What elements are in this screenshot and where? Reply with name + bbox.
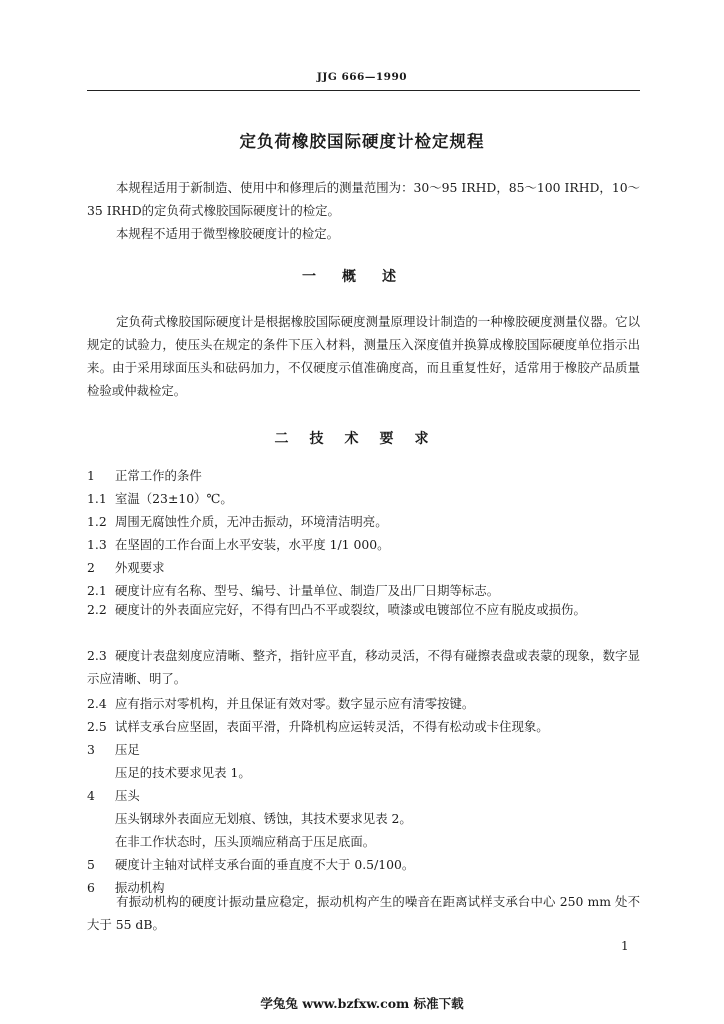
clause-text: 硬度计表盘刻度应清晰、整齐，指针应平直，移动灵活，不得有碰擦表盘或表蒙的现象，数字显示应清晰、明了。	[87, 648, 640, 686]
clause-text: 振动机构	[115, 880, 165, 895]
clause-number: 2.4	[87, 696, 107, 711]
clause-text: 外观要求	[115, 560, 165, 575]
clause-1-1	[87, 489, 233, 507]
clause-number: 2.3	[87, 648, 107, 663]
clause-number: 2.2	[87, 602, 107, 617]
standard-code-header: JJG 666—1990	[316, 71, 408, 83]
intro-paragraph-2	[87, 222, 640, 245]
clause-number: 2.5	[87, 719, 107, 734]
clause-2	[87, 558, 165, 576]
clause-2-1	[87, 581, 499, 599]
clause-3-body	[115, 763, 251, 781]
header-rule	[87, 90, 640, 91]
clause-4-body-2	[115, 832, 375, 850]
clause-number: 1.3	[87, 537, 107, 552]
clause-text: 在坚固的工作台面上水平安装，水平度 1/1 000。	[115, 537, 390, 552]
clause-1-2	[87, 512, 388, 530]
clause-text: 正常工作的条件	[115, 468, 202, 483]
clause-number: 4	[87, 788, 95, 803]
clause-text: 硬度计应有名称、型号、编号、计量单位、制造厂及出厂日期等标志。	[115, 583, 500, 598]
clause-number: 3	[87, 742, 95, 757]
intro-text-2: 本规程不适用于微型橡胶硬度计的检定。	[116, 226, 340, 241]
clause-text: 应有指示对零机构，并且保证有效对零。数字显示应有清零按键。	[115, 696, 475, 711]
clause-text: 压头钢球外表面应无划痕、锈蚀，其技术要求见表 2。	[115, 811, 412, 826]
clause-4-body-1	[115, 809, 412, 827]
intro-text-1: 本规程适用于新制造、使用中和修理后的测量范围为：30～95 IRHD，85～100 IRHD，10～35 IRHD的定负荷式橡胶国际硬度计的检定。	[87, 180, 640, 218]
clause-text: 压足	[115, 742, 140, 757]
clause-2-5	[87, 717, 549, 735]
overview-text: 定负荷式橡胶国际硬度计是根据橡胶国际硬度测量原理设计制造的一种橡胶硬度测量仪器。它以规定的试验力，使压头在规定的条件下压入材料，测量压入深度值并换算成橡胶国际硬度单位指示出来。由于采用球面压头和砝码加力，不仅硬度示值准确度高，而且重复性好，适常用于橡胶产品质量检验或仲裁检定。	[87, 314, 640, 398]
clause-number: 2.1	[87, 583, 107, 598]
clause-number: 1	[87, 468, 95, 483]
clause-4	[87, 786, 140, 804]
clause-1	[87, 466, 202, 484]
section-heading-overview: 一概述	[302, 269, 422, 285]
clause-number: 1.2	[87, 514, 107, 529]
clause-text: 压头	[115, 788, 140, 803]
clause-text: 硬度计主轴对试样支承台面的垂直度不大于 0.5/100。	[115, 857, 415, 872]
clause-3	[87, 740, 140, 758]
clause-5	[87, 855, 414, 873]
clause-number: 6	[87, 880, 95, 895]
intro-paragraph-1	[87, 176, 640, 222]
clause-text: 硬度计的外表面应完好，不得有凹凸不平或裂纹，喷漆或电镀部位不应有脱皮或损伤。	[115, 602, 586, 617]
clause-text: 周围无腐蚀性介质，无冲击振动，环境清洁明亮。	[115, 514, 388, 529]
clause-2-2	[87, 598, 640, 621]
clause-number: 5	[87, 857, 95, 872]
clause-text: 试样支承台应坚固，表面平滑，升降机构应运转灵活，不得有松动或卡住现象。	[115, 719, 549, 734]
clause-number: 2	[87, 560, 95, 575]
page-number: 1	[621, 939, 629, 953]
clause-text: 在非工作状态时，压头顶端应稍高于压足底面。	[115, 834, 376, 849]
footer-watermark: 学兔兔 www.bzfxw.com 标准下载	[260, 996, 464, 1011]
clause-number: 1.1	[87, 491, 107, 506]
clause-text: 有振动机构的硬度计振动量应稳定，振动机构产生的噪音在距离试样支承台中心 250 mm 处不大于 55 dB。	[87, 894, 640, 932]
clause-text: 压足的技术要求见表 1。	[115, 765, 251, 780]
clause-1-3	[87, 535, 390, 553]
clause-6-body	[87, 890, 640, 936]
document-title: 定负荷橡胶国际硬度计检定规程	[239, 132, 485, 151]
section-heading-technical-requirements: 二技术要求	[274, 431, 450, 447]
clause-text: 室温（23±10）℃。	[115, 491, 233, 506]
overview-paragraph	[87, 310, 640, 402]
clause-2-3	[87, 644, 640, 690]
clause-2-4	[87, 694, 474, 712]
